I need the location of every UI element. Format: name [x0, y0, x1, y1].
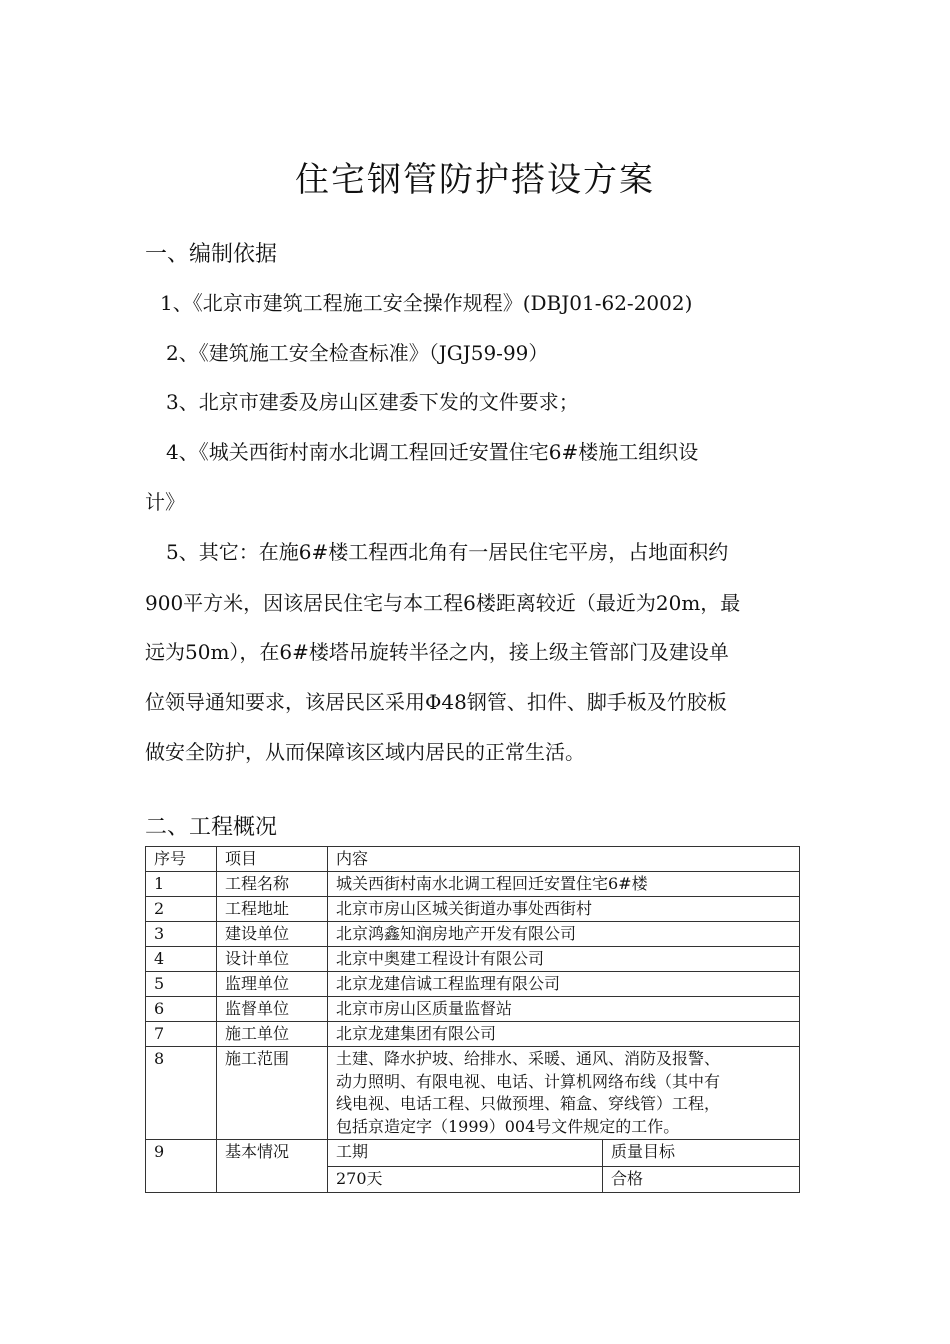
row-content: 北京龙建集团有限公司 [328, 1022, 800, 1047]
row-no: 4 [146, 947, 217, 972]
document-title: 住宅钢管防护搭设方案 [295, 160, 655, 200]
header-content: 内容 [328, 847, 800, 872]
row-item: 工程地址 [217, 897, 328, 922]
row-item: 监督单位 [217, 997, 328, 1022]
quality-target-label: 质量目标 [603, 1140, 800, 1167]
table-row [146, 1140, 800, 1167]
row-item: 施工单位 [217, 1022, 328, 1047]
project-overview-table [145, 846, 800, 1193]
row-item: 建设单位 [217, 922, 328, 947]
row-item: 基本情况 [217, 1140, 328, 1193]
quality-target-value: 合格 [603, 1166, 800, 1193]
row-content: 城关西街村南水北调工程回迁安置住宅6#楼 [328, 872, 800, 897]
table-row [146, 922, 800, 947]
row-content-scope [328, 1047, 800, 1140]
table-row [146, 872, 800, 897]
basis-item-5-line-1: 5、其它：在施6#楼工程西北角有一居民住宅平房，占地面积约 [166, 540, 729, 564]
row-no: 7 [146, 1022, 217, 1047]
table-row [146, 947, 800, 972]
basis-item-5-line-5: 做安全防护，从而保障该区域内居民的正常生活。 [145, 740, 585, 764]
table-row [146, 1022, 800, 1047]
section1-heading: 一、编制依据 [145, 242, 278, 267]
scope-line: 土建、降水护坡、给排水、采暖、通风、消防及报警、 [336, 1049, 721, 1068]
duration-value: 270天 [328, 1166, 603, 1193]
basis-item-3: 3、北京市建委及房山区建委下发的文件要求； [166, 390, 579, 414]
section2-heading: 二、工程概况 [145, 815, 278, 840]
duration-label: 工期 [328, 1140, 603, 1167]
row-no: 5 [146, 972, 217, 997]
row-item: 设计单位 [217, 947, 328, 972]
row-no: 2 [146, 897, 217, 922]
scope-line: 线电视、电话工程、只做预埋、箱盒、穿线管）工程， [336, 1094, 721, 1113]
basis-item-4-cont: 计》 [145, 490, 185, 514]
table-header-row [146, 847, 800, 872]
basis-item-5-line-4: 位领导通知要求，该居民区采用Φ48钢管、扣件、脚手板及竹胶板 [145, 690, 727, 714]
scope-line: 动力照明、有限电视、电话、计算机网络布线（其中有 [336, 1071, 721, 1091]
row-content: 北京龙建信诚工程监理有限公司 [328, 972, 800, 997]
row-content: 北京鸿鑫知润房地产开发有限公司 [328, 922, 800, 947]
row-no: 8 [146, 1047, 217, 1140]
table-row [146, 897, 800, 922]
table-row [146, 972, 800, 997]
row-no: 1 [146, 872, 217, 897]
scope-line: 包括京造定字（1999）004号文件规定的工作。 [336, 1116, 680, 1136]
basis-item-4: 4、《城关西街村南水北调工程回迁安置住宅6#楼施工组织设 [166, 440, 699, 464]
basis-item-5-line-3: 远为50m），在6#楼塔吊旋转半径之内，接上级主管部门及建设单 [145, 640, 729, 664]
row-content: 北京中奥建工程设计有限公司 [328, 947, 800, 972]
row-item: 工程名称 [217, 872, 328, 897]
row-no: 3 [146, 922, 217, 947]
basis-item-2: 2、《建筑施工安全检查标准》（JGJ59-99） [166, 341, 549, 365]
header-item: 项目 [217, 847, 328, 872]
basis-item-5-line-2: 900平方米，因该居民住宅与本工程6楼距离较近（最近为20m，最 [145, 591, 741, 615]
row-item: 施工范围 [217, 1047, 328, 1140]
table-row [146, 1047, 800, 1140]
row-no: 9 [146, 1140, 217, 1193]
row-content: 北京市房山区城关街道办事处西街村 [328, 897, 800, 922]
row-content: 北京市房山区质量监督站 [328, 997, 800, 1022]
row-item: 监理单位 [217, 972, 328, 997]
table-row [146, 997, 800, 1022]
header-no: 序号 [146, 847, 217, 872]
basis-item-1: 1、《北京市建筑工程施工安全操作规程》(DBJ01-62-2002) [160, 291, 693, 315]
row-no: 6 [146, 997, 217, 1022]
